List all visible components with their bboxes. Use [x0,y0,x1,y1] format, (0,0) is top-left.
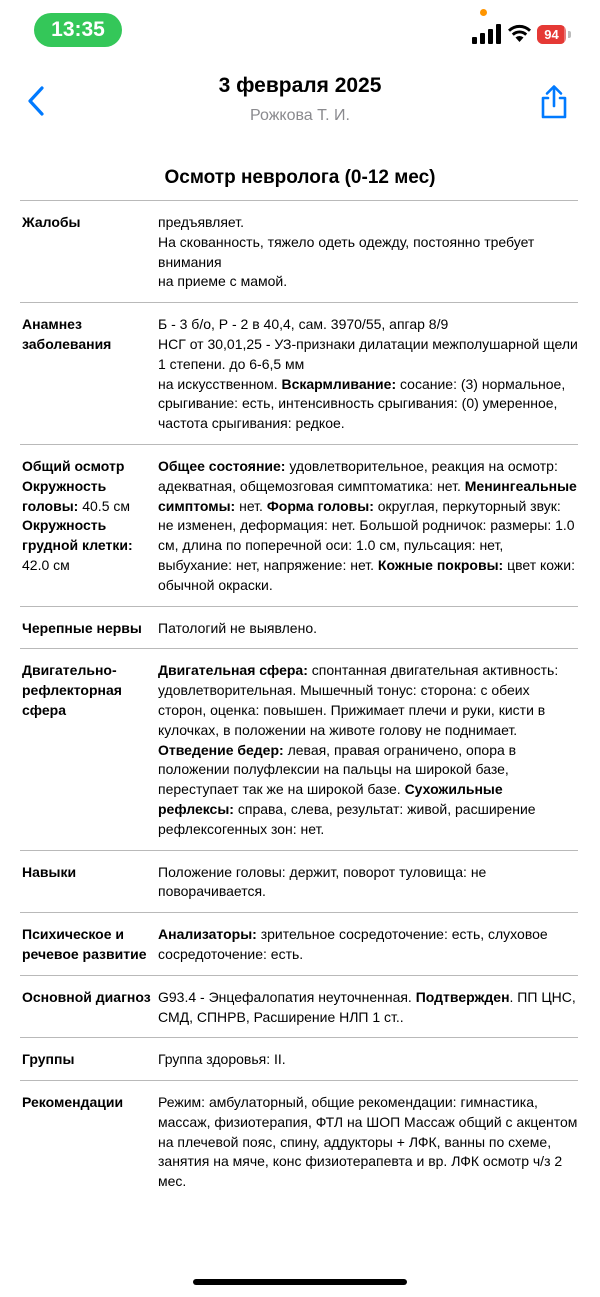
label-groups: Группы [22,1051,75,1068]
anamnesis-line: НСГ от 30,01,25 - УЗ-признаки дилатации межполушарной щели 1 степени. до 6-6,5 мм [158,335,578,372]
skin-text: цвет кожи: обычной окраски. [158,556,576,593]
general-exam-label: Общий осмотр [22,457,125,474]
row-skills [20,851,578,914]
value-general-exam [156,457,578,596]
label-motor-sphere: Двигательно-рефлекторная сфера [22,662,122,718]
label-general-exam [20,457,156,596]
label-psych-development: Психическое и речевое развитие [22,926,147,962]
privacy-indicator-dot [480,9,487,16]
row-general-exam [20,445,578,607]
value-diagnosis [156,988,578,1028]
head-shape-label: Форма головы: [266,497,374,514]
tendon-reflexes-label: Сухожильные рефлексы: [158,781,503,817]
row-anamnesis [20,303,578,445]
value-psych-development [156,925,578,965]
feeding-label: Вскармливание: [281,375,397,392]
home-indicator[interactable] [193,1279,407,1285]
value-complaints [156,213,578,292]
label-diagnosis: Основной диагноз [22,988,151,1005]
head-circumference-label: Окружность головы: [22,477,107,514]
skin-label: Кожные покровы: [377,556,504,573]
row-cranial-nerves [20,607,578,650]
row-recommendations [20,1081,578,1202]
hip-abduction-text: левая, правая ограничено, опора в положении полуфлексии на пальцы на широкой базе, переступает так же на широкой базе. [158,741,517,798]
complaints-line: на приеме с мамой. [158,273,288,290]
motor-sphere-label: Двигательная сфера: [158,662,308,679]
row-diagnosis [20,976,578,1039]
diagnosis-text: G93.4 - Энцефалопатия неуточненная. [158,988,416,1005]
hip-abduction-label: Отведение бедер: [158,741,284,758]
complaints-line: предъявляет. [158,214,244,230]
feeding-text: сосание: (3) нормальное, срыгивание: есть, интенсивность срыгивания: (0) умеренное, частота срыгивания: редкое. [158,375,566,432]
back-chevron-icon[interactable] [22,84,52,118]
analyzers-text: зрительное сосредоточение: есть, слуховое сосредоточение: есть. [158,926,548,962]
label-anamnesis: Анамнез заболевания [22,316,112,352]
label-skills: Навыки [22,863,77,880]
battery-icon [537,25,566,44]
head-shape-text: округлая, перкуторный звук: не изменен, деформация: нет. Большой родничок: размеры: 1.0 см, длина по поперечной оси: 1.0 см, пульсация: нет, выбухание: нет, напряжение: нет. [158,497,575,573]
general-state-label: Общее состояние: [158,457,286,474]
wifi-icon [507,23,532,43]
battery-cap [568,31,571,38]
diagnosis-details: . ПП ЦНС, СМД, СПНРВ, Расширение НЛП 1 ст.. [158,988,576,1025]
general-state-text: удовлетворительное, реакция на осмотр: адекватная, общемозговая симптоматика: нет. [158,457,558,494]
chest-circumference-label: Окружность грудной клетки: [22,517,133,554]
page-title-date: 3 февраля 2025 [218,74,382,97]
value-skills: Положение головы: держит, поворот туловища: не поворачивается. [158,863,487,900]
chest-circumference-value: 42.0 см [22,556,70,573]
status-time[interactable]: 13:35 [34,13,122,47]
cellular-signal-icon [472,24,502,44]
anamnesis-text: на искусственном. [158,375,282,392]
row-motor-sphere [20,649,578,850]
head-circumference-value: 40.5 см [78,497,130,514]
value-anamnesis [156,315,578,434]
anamnesis-line: Б - 3 б/о, Р - 2 в 40,4, сам. 3970/55, апгар 8/9 [158,316,449,333]
complaints-line: На скованность, тяжело одеть одежду, постоянно требует внимания [158,233,535,270]
document-title: Осмотр невролога (0-12 мес) [164,167,436,188]
diagnosis-confirmed: Подтвержден [415,988,510,1005]
analyzers-label: Анализаторы: [158,926,257,943]
record-table [20,200,578,1202]
value-recommendations: Режим: амбулаторный, общие рекомендации: гимнастика, массаж, физиотерапия, ФТЛ на ШОП Массаж общий с акцентом на плечевой пояс, спину, аддукторы + ЛФК, ванны по схеме, занятия на мяче, конс физиотерапевта и вр. ЛФК осмотр ч/з 2 мес. [158,1094,578,1190]
label-complaints: Жалобы [22,214,81,230]
value-motor-sphere [156,661,578,839]
label-recommendations: Рекомендации [22,1094,124,1111]
value-groups: Группа здоровья: II. [158,1051,286,1068]
row-psych-development [20,913,578,976]
meningeal-text: нет. [235,497,267,514]
label-cranial-nerves: Черепные нервы [22,619,142,636]
row-complaints [20,201,578,303]
doctor-name: Рожкова Т. И. [250,107,350,124]
share-icon[interactable] [537,84,571,120]
motor-sphere-text: спонтанная двигательная активность: удовлетворительная. Мышечный тонус: сторона: с обеих сторон, оценка: повышен. Прижимает плечи и руки, кисти в кулочках, в положении на животе голову не поднимает. [158,662,559,738]
value-cranial-nerves: Патологий не выявлено. [158,619,317,636]
status-bar [0,0,600,60]
meningeal-label: Менингеальные симптомы: [158,477,577,514]
row-groups [20,1038,578,1081]
tendon-reflexes-text: справа, слева, результат: живой, расширение рефлексогенных зон: нет. [158,800,536,837]
battery-level: 94 [544,27,559,42]
